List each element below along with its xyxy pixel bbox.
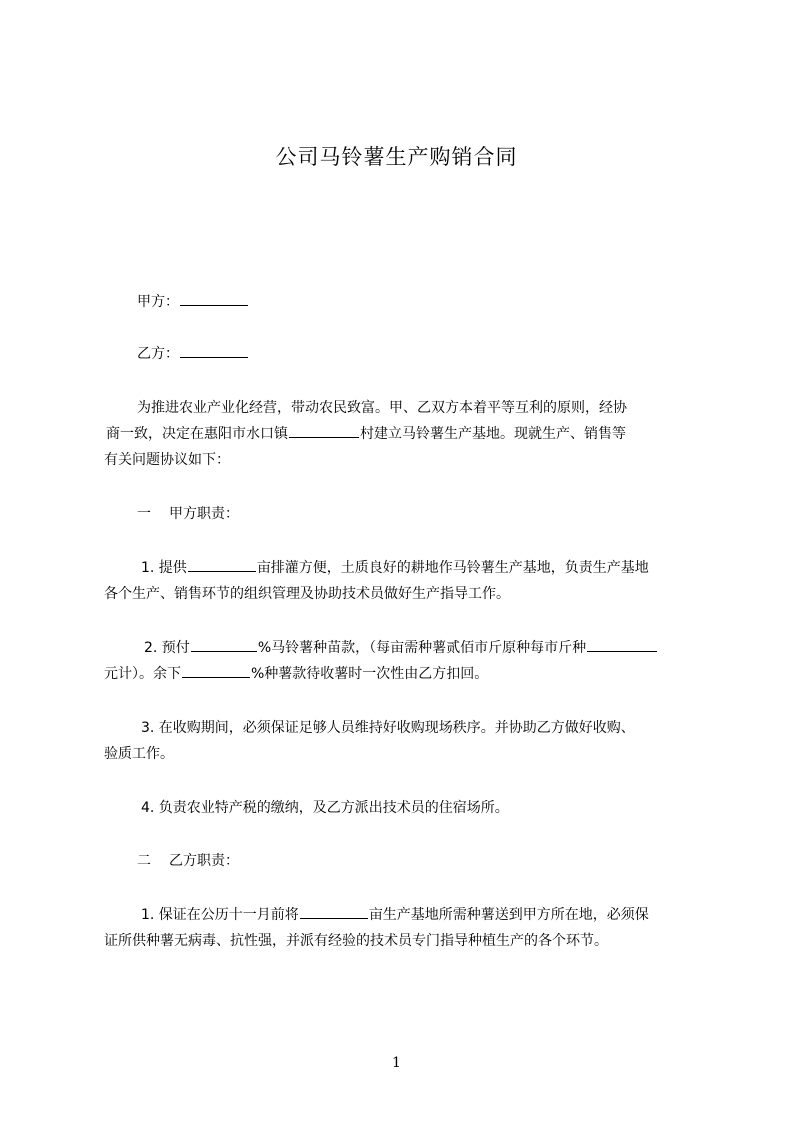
s1-item2-text-c: 元计）。余下 — [104, 666, 181, 682]
s2-item1-text-b: 亩生产基地所需种薯送到甲方所在地，必须保 — [368, 907, 649, 923]
section-1-item-3 — [104, 715, 704, 767]
s1-item2-blank-2 — [587, 637, 657, 652]
section-1-item-1 — [104, 555, 704, 607]
section-2-item-1 — [104, 902, 704, 954]
section-1-heading — [104, 501, 704, 527]
party-b-line — [104, 341, 704, 367]
s2-item1-text-c: 证所供种薯无病毒、抗性强，并派有经验的技术员专门指导种植生产的各个环节。 — [104, 933, 608, 949]
s2-item1-text-a: 1. 保证在公历十一月前将 — [141, 907, 299, 923]
s1-item3-text-a: 3. 在收购期间，必须保证足够人员维持好收购现场秩序。并协助乙方做好收购、 — [141, 720, 635, 736]
document-title: 公司马铃薯生产购销合同 — [275, 145, 518, 169]
section-2-number: 二 — [137, 853, 151, 869]
intro-line-2-text-b: 村建立马铃薯生产基地。现就生产、销售等 — [360, 426, 626, 442]
s1-item1-text-c: 各个生产、销售环节的组织管理及协助技术员做好生产指导工作。 — [104, 586, 510, 602]
section-2-heading — [104, 848, 704, 874]
village-blank — [289, 423, 359, 438]
s1-item3-text-b: 验质工作。 — [104, 746, 174, 762]
s1-item2-text-d: %种薯款待收薯时一次性由乙方扣回。 — [251, 666, 489, 682]
s1-item1-blank — [188, 557, 256, 572]
section-1-item-2 — [104, 635, 704, 687]
party-a-blank — [180, 291, 248, 306]
intro-line-2 — [104, 421, 704, 447]
s1-item2-blank-3 — [182, 663, 250, 678]
intro-line-1: 为推进农业产业化经营，带动农民致富。甲、乙双方本着平等互利的原则，经协 — [137, 400, 627, 416]
s2-item1-blank — [300, 904, 368, 919]
intro-line-2-text-a: 商一致，决定在惠阳市水口镇 — [106, 426, 288, 442]
s1-item1-text-b: 亩排灌方便，土质良好的耕地作马铃薯生产基地，负责生产基地 — [256, 560, 649, 576]
s1-item4-text: 4. 负责农业特产税的缴纳，及乙方派出技术员的住宿场所。 — [141, 800, 509, 816]
party-b-label: 乙方： — [137, 346, 179, 362]
section-1-item-4 — [104, 795, 704, 821]
party-a-label: 甲方： — [137, 294, 179, 310]
s1-item2-blank-1 — [191, 637, 257, 652]
s1-item1-text-a: 1. 提供 — [141, 560, 187, 576]
section-1-number: 一 — [137, 506, 151, 522]
party-a-line — [104, 289, 704, 315]
s1-item2-text-b: %马铃薯种苗款，（每亩需种薯贰佰市斤原种每市斤种 — [257, 640, 587, 656]
s1-item2-text-a: 2. 预付 — [144, 640, 190, 656]
intro-paragraph — [104, 395, 704, 473]
party-b-blank — [180, 343, 248, 358]
section-1-label: 甲方职责： — [169, 506, 239, 522]
section-2-label: 乙方职责： — [169, 853, 239, 869]
intro-line-3: 有关问题协议如下： — [104, 452, 230, 468]
page-number: 1 — [392, 1055, 401, 1071]
